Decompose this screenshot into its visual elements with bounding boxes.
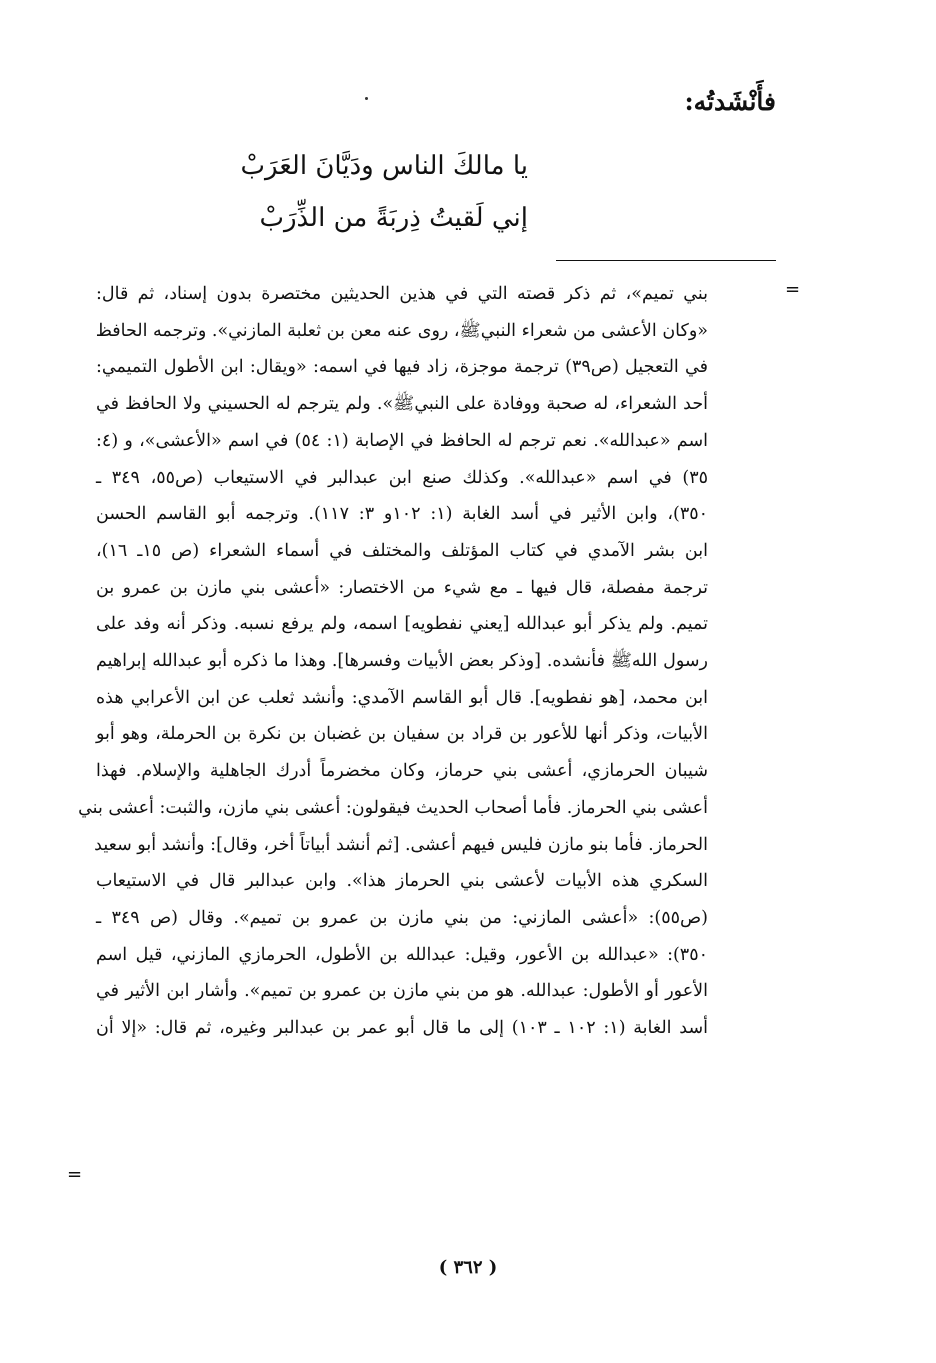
footnote-line: ابن بشر الآمدي في كتاب المؤتلف والمختلف في أسماء الشعراء (ص ١٥ـ ١٦)، [96,540,708,561]
continuation-mark-top: = [785,279,801,300]
intro-line: فأَنْشَدتُه: [684,87,776,116]
footnote-line: الأبيات، وذكر أنها للأعور بن قراد بن سفيان بن غضبان بن نكرة بن الحرملة، وهو أبو [96,724,708,745]
footnote-line: اسم «عبدالله». نعم ترجم له الحافظ في الإصابة (١: ٥٤) في اسم «الأعشى»، و (٤: [96,430,708,451]
footnote-line: شيبان الحرمازي، أعشى بني حرماز، وكان مخضرماً أدرك الجاهلية والإسلام. فهذا [96,761,708,782]
footnote-separator [556,260,776,261]
continuation-mark-bottom: = [67,1164,83,1185]
footnote-line: أحد الشعراء، له صحبة ووفادة على النبيﷺ». ولم يترجم له الحسيني ولا الحافظ في [96,394,708,415]
footnote-line: أسد الغابة (١: ١٠٢ ـ ١٠٣) إلى ما قال أبو عمر بن عبدالبر وغيره، ثم قال: «إلا أن [96,1018,708,1039]
verse-line-2: إني لَقيتُ ذِربَةً من الذِّرَبْ [259,203,528,233]
footnote-line: بني تميم»، ثم ذكر قصته التي في هذين الحديثين مختصرة بدون إسناد، ثم قال: [96,284,708,304]
footnote-line: ٣٥٠)، وابن الأثير في أسد الغابة (١: ١٠٢و ٣: ١١٧). وترجمه أبو القاسم الحسن [96,504,709,525]
footnote-line: أعشى بني الحرماز. فأما أصحاب الحديث فيقولون: أعشى بني مازن، والثبت: أعشى بني [78,797,708,818]
stray-dot [365,97,368,100]
footnote-line: السكري هذه الأبيات لأعشى بني الحرماز هذا». وابن عبدالبر قال في الاستيعاب [96,871,708,892]
page-number: ( ٣٦٢ ) [438,1257,498,1278]
footnote-text [78,276,709,1047]
footnote-line: رسول اللهﷺ فأنشده. [وذكر بعض الأبيات وفسرها]. وهذا ما ذكره أبو عبدالله إبراهيم [96,651,708,672]
footnote-line: الحرماز. فأما بنو مازن فليس فيهم أعشى. [ثم أنشد أبياتاً أخر، وقال]: وأنشد أبو سعيد [94,834,708,855]
footnote-line: الأعور أو الأطول: عبدالله. هو من بني مازن بن عمرو بن تميم». وأشار ابن الأثير في [96,981,708,1002]
verse-line-1: يا مالكَ الناس ودَيَّانَ العَرَبْ [240,151,528,181]
footnote-line: ٣٥٠): «عبدالله بن الأعور، وقيل: عبدالله بن الأطول، الحرمازي المازني، قيل اسم [96,944,708,965]
footnote-line: ٣٥) في اسم «عبدالله». وكذلك صنع ابن عبدالبر في الاستيعاب (ص٥٥، ٣٤٩ ـ [96,467,708,488]
footnote-line: ابن محمد، [هو نفطويه]. قال أبو القاسم الآمدي: وأنشد ثعلب عن ابن الأعرابي هذه [96,687,708,708]
footnote-line: (ص٥٥): «أعشى المازني: من بني مازن بن عمرو بن تميم». وقال (ص ٣٤٩ ـ [96,907,708,928]
footnote-line: ترجمة مفصلة، قال فيها ـ مع شيء من الاختصار: «أعشى بني مازن بن عمرو بن [96,577,708,598]
footnote-line: في التعجيل (ص٣٩) ترجمة موجزة، زاد فيها في اسمه: «ويقال: ابن الأطول التميمي: [96,357,709,378]
footnote-line: «وكان الأعشى من شعراء النبيﷺ، روى عنه معن بن ثعلبة المازني». وترجمه الحافظ [95,320,708,341]
footnote-line: تميم. ولم يذكر أبو عبدالله [يعني نفطويه] اسمه، ولم يرفع نسبه. وذكر أنه وفد على [96,614,708,635]
